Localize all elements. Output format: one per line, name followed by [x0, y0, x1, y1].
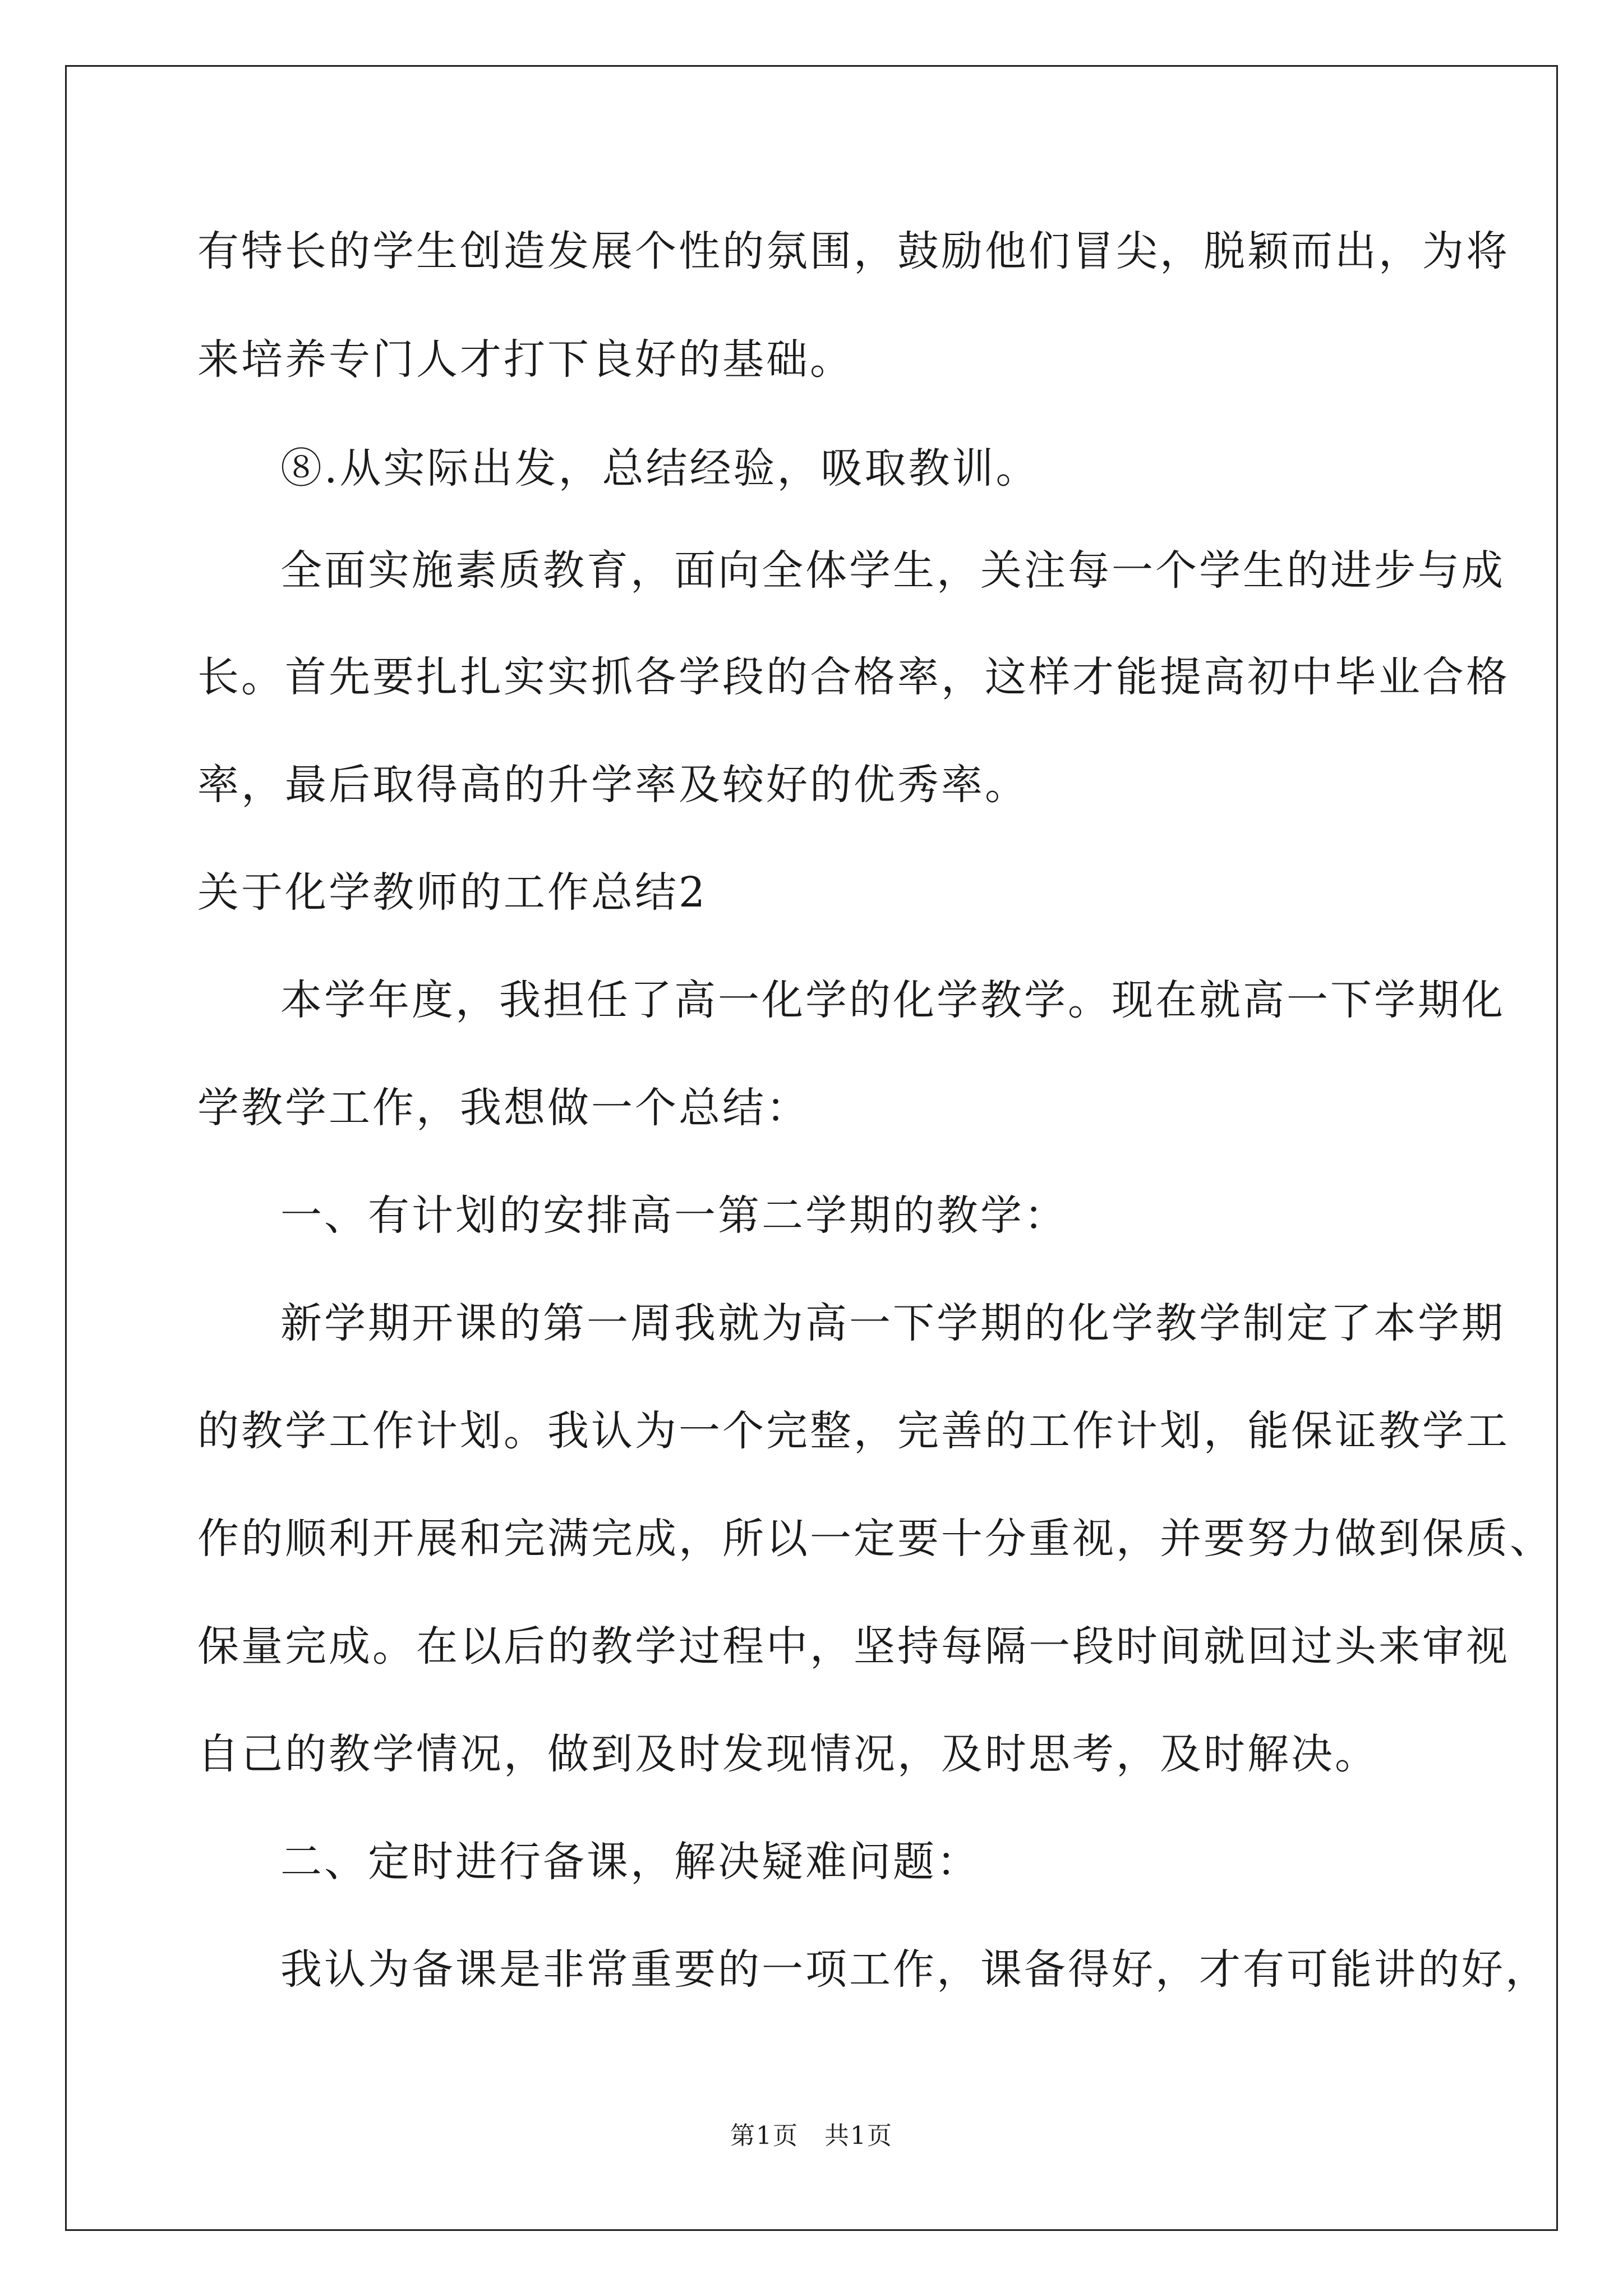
body-line: 率，最后取得高的升学率及较好的优秀率。 [197, 761, 1029, 809]
body-line: 本学年度，我担任了高一化学的化学教学。现在就高一下学期化 [280, 976, 1505, 1024]
subheading-1: 一、有计划的安排高一第二学期的教学： [280, 1191, 1068, 1240]
body-line: 作的顺利开展和完满完成，所以一定要十分重视，并要努力做到保质、 [197, 1515, 1553, 1563]
body-line: 长。首先要扎扎实实抓各学段的合格率，这样才能提高初中毕业合格 [197, 653, 1510, 701]
body-line: 的教学工作计划。我认为一个完整，完善的工作计划，能保证教学工 [197, 1407, 1510, 1455]
page-border [65, 65, 1558, 2231]
subheading-2: 二、定时进行备课，解决疑难问题： [280, 1838, 980, 1886]
section-title: 关于化学教师的工作总结2 [197, 868, 708, 917]
body-line: 我认为备课是非常重要的一项工作，课备得好，才有可能讲的好， [280, 1945, 1549, 1994]
body-line: 有特长的学生创造发展个性的氛围，鼓励他们冒尖，脱颖而出，为将 [197, 227, 1510, 275]
body-line: 自己的教学情况，做到及时发现情况，及时思考，及时解决。 [197, 1730, 1378, 1778]
body-line: 保量完成。在以后的教学过程中，坚持每隔一段时间就回过头来审视 [197, 1622, 1510, 1671]
body-line: 新学期开课的第一周我就为高一下学期的化学教学制定了本学期 [280, 1299, 1505, 1347]
page-number-footer: 第1页 共1页 [730, 2122, 893, 2150]
body-line: 学教学工作，我想做一个总结： [197, 1084, 810, 1132]
body-line: ⑧.从实际出发，总结经验，吸取教训。 [280, 444, 1040, 493]
body-line: 来培养专门人才打下良好的基础。 [197, 335, 854, 384]
body-line: 全面实施素质教育，面向全体学生，关注每一个学生的进步与成 [280, 546, 1505, 595]
